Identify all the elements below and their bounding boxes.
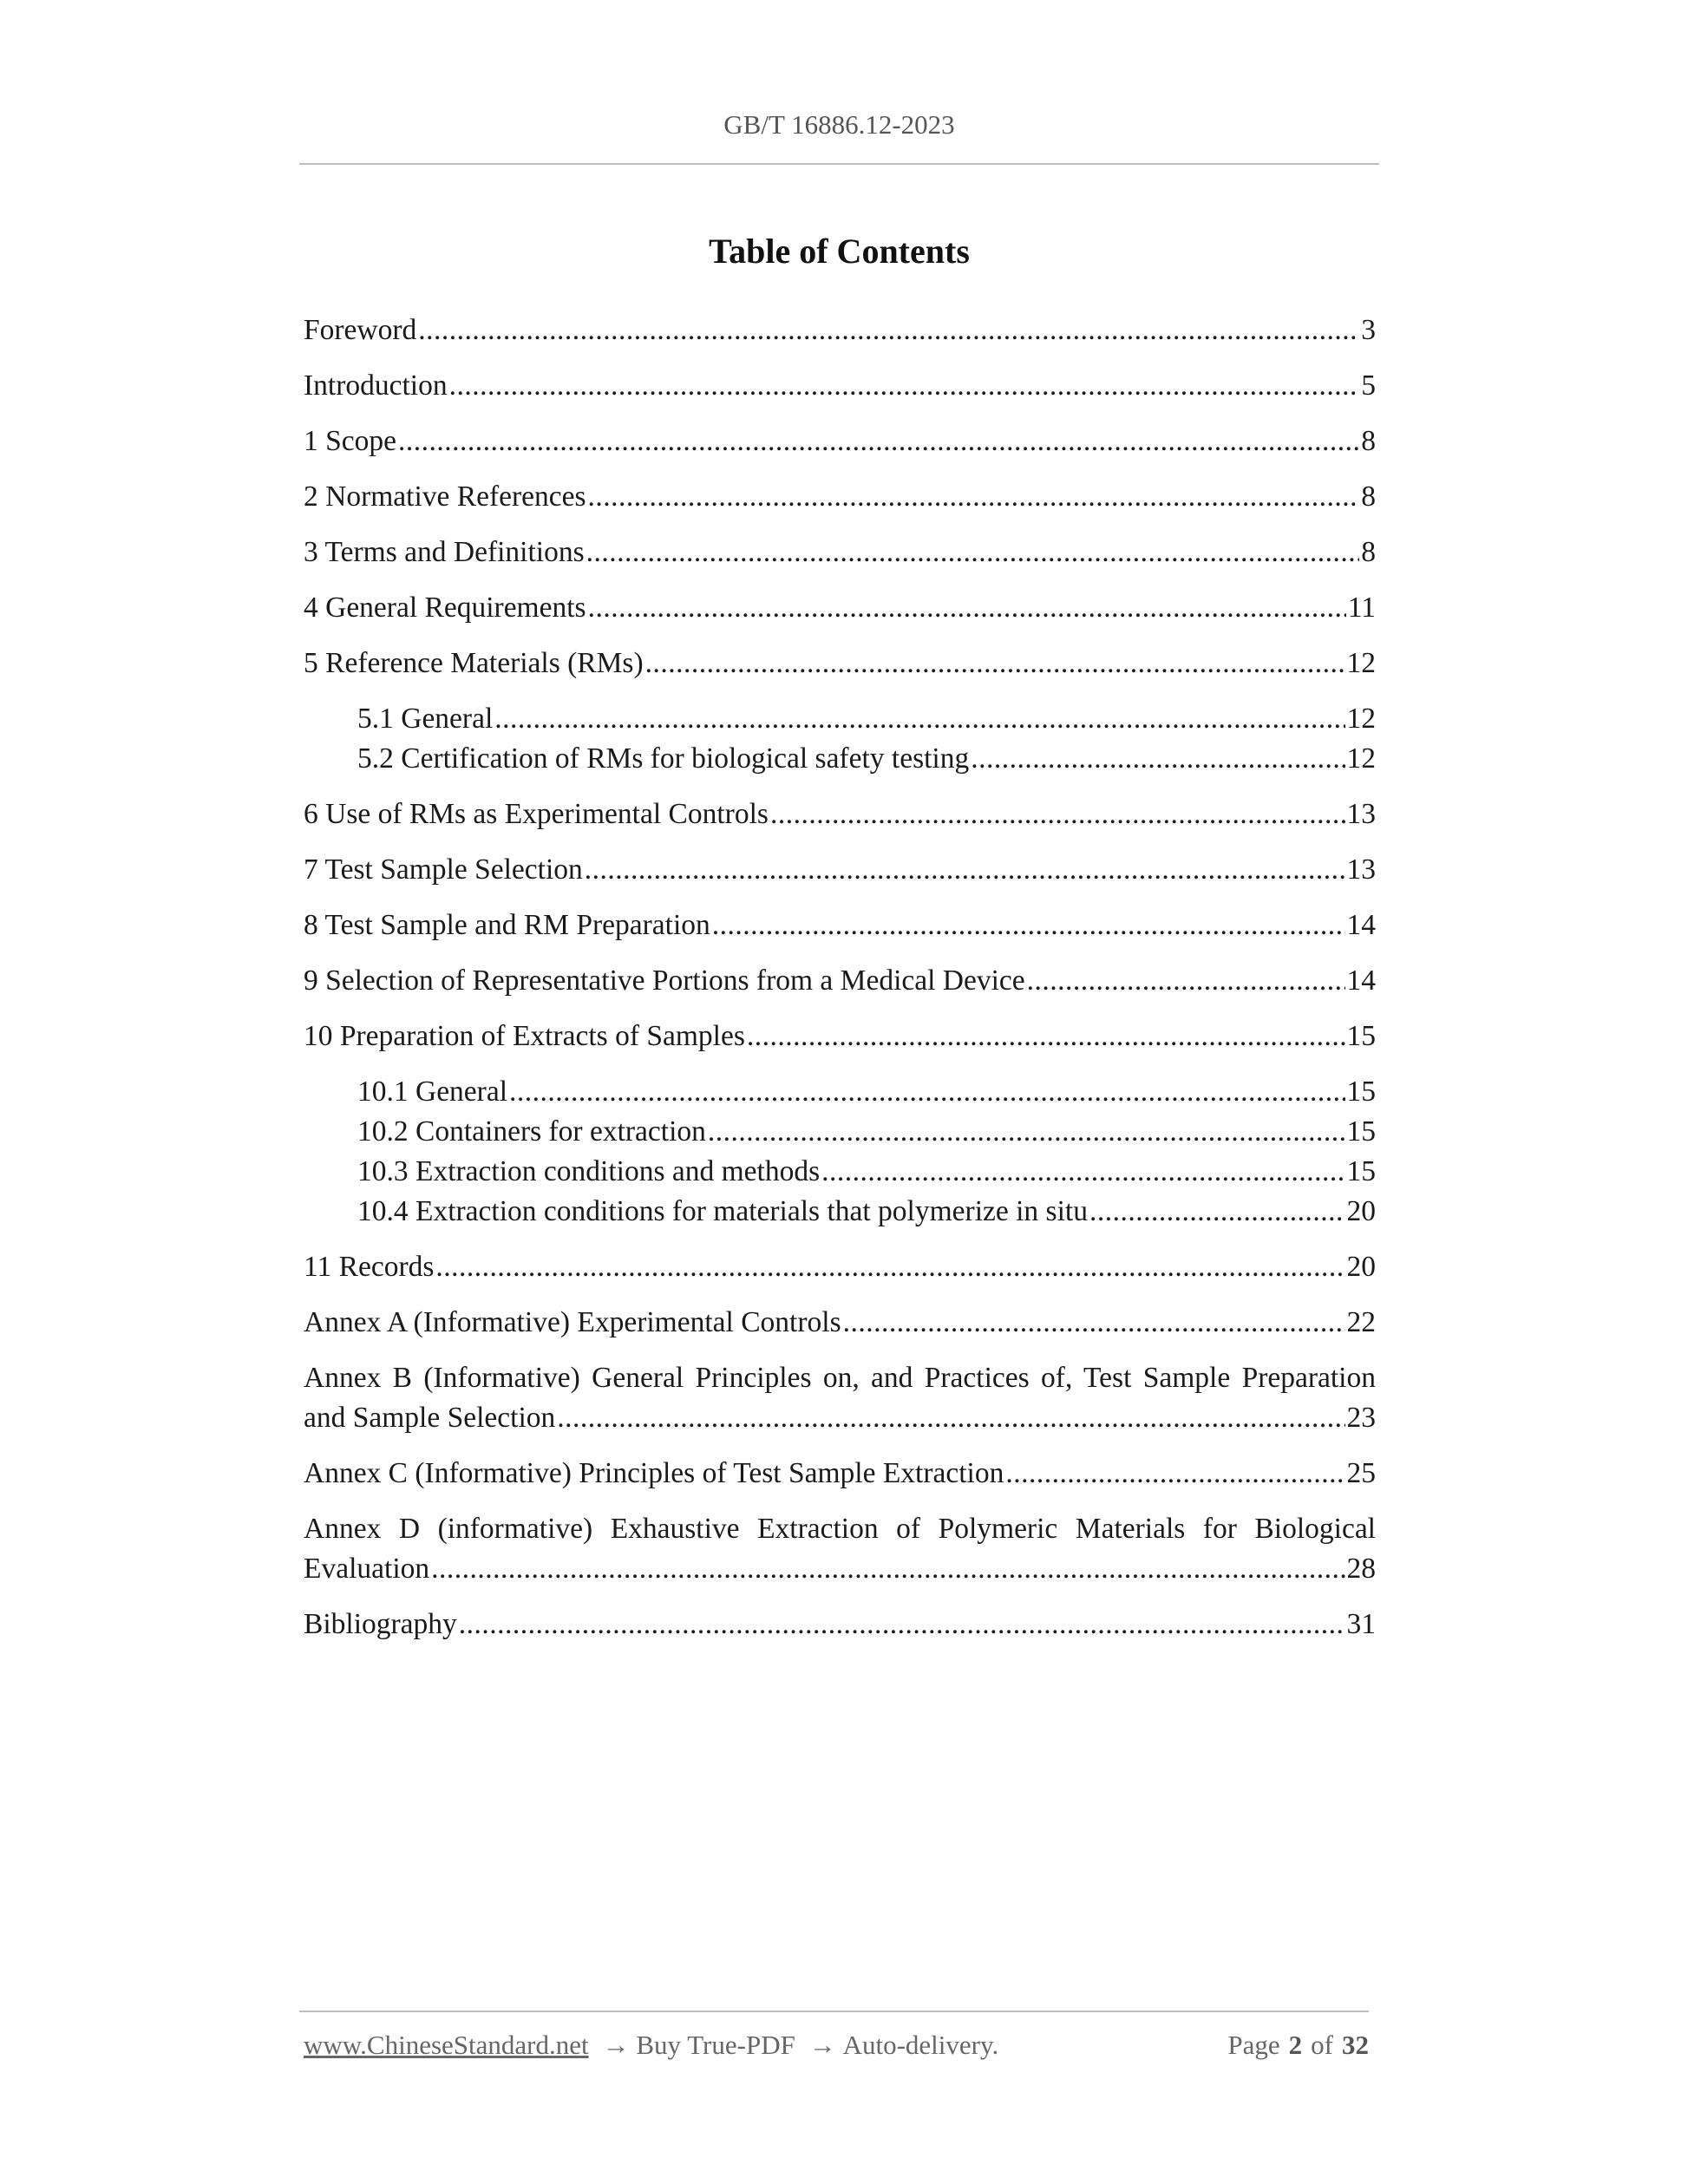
toc-entry-reference-materials[interactable]	[304, 644, 1376, 683]
toc-page-number: 8	[1361, 481, 1376, 513]
toc-entry-annex-b[interactable]	[304, 1398, 1376, 1438]
toc-page-number: 20	[1346, 1195, 1376, 1227]
toc-page-number: 11	[1347, 592, 1376, 624]
toc-entry-10-4-polymerize[interactable]	[304, 1192, 1376, 1232]
dot-leader	[708, 1112, 1345, 1152]
arrow-right-icon: →	[602, 2030, 630, 2060]
toc-label: 4 General Requirements	[304, 592, 586, 624]
toc-label: 11 Records	[304, 1251, 435, 1283]
dot-leader	[431, 1549, 1345, 1589]
page-indicator	[1227, 2030, 1369, 2061]
dot-leader	[585, 850, 1345, 890]
toc-page-number: 15	[1346, 1020, 1376, 1052]
toc-entry-normative-references[interactable]	[304, 477, 1376, 517]
toc-page-number: 3	[1361, 314, 1376, 346]
dot-leader	[971, 739, 1345, 779]
dot-leader	[1089, 1192, 1345, 1232]
toc-page-number: 15	[1346, 1115, 1376, 1148]
toc-page-number: 20	[1346, 1251, 1376, 1283]
toc-page-number: 15	[1346, 1076, 1376, 1108]
toc-page-number: 22	[1346, 1306, 1376, 1338]
toc-label: 10.4 Extraction conditions for materials that polymerize in situ	[357, 1195, 1088, 1227]
toc-entry-10-3-conditions[interactable]	[304, 1152, 1376, 1192]
toc-entry-annex-a[interactable]	[304, 1303, 1376, 1343]
toc-label: and Sample Selection	[304, 1402, 556, 1434]
of-word: of	[1311, 2030, 1333, 2060]
toc-page-number: 8	[1361, 536, 1376, 568]
running-header: GB/T 16886.12-2023	[723, 109, 955, 140]
toc-page-number: 15	[1346, 1155, 1376, 1187]
dot-leader	[586, 533, 1360, 572]
dot-leader	[821, 1152, 1345, 1192]
dot-leader	[509, 1072, 1345, 1112]
toc-page-number: 12	[1346, 703, 1376, 735]
dot-leader	[459, 1605, 1345, 1645]
toc-entry-records[interactable]	[304, 1247, 1376, 1287]
toc-entry-annex-c[interactable]	[304, 1454, 1376, 1494]
toc-label: 5.1 General	[357, 703, 494, 735]
dot-leader	[449, 366, 1360, 406]
site-link[interactable]: www.ChineseStandard.net	[304, 2030, 589, 2060]
arrow-right-icon: →	[808, 2030, 836, 2060]
toc-entry-introduction[interactable]	[304, 366, 1376, 406]
dot-leader	[645, 644, 1345, 683]
toc-entry-5-2-certification[interactable]	[304, 739, 1376, 779]
toc-entry-10-1-general[interactable]	[304, 1072, 1376, 1112]
page-footer	[304, 2030, 1369, 2061]
toc-label: Evaluation	[304, 1553, 430, 1585]
dot-leader	[588, 477, 1360, 517]
toc-label: Annex C (Informative) Principles of Test Sample Extraction	[304, 1457, 1004, 1489]
toc-page-number: 25	[1346, 1457, 1376, 1489]
table-of-contents	[304, 311, 1376, 1645]
dot-leader	[418, 311, 1359, 350]
toc-entry-test-sample-preparation[interactable]	[304, 906, 1376, 945]
toc-label: 5 Reference Materials (RMs)	[304, 647, 644, 679]
toc-page-number: 28	[1346, 1553, 1376, 1585]
toc-entry-preparation-of-extracts[interactable]	[304, 1017, 1376, 1056]
toc-label: Introduction	[304, 369, 448, 402]
page-word: Page	[1227, 2030, 1280, 2060]
toc-label: 9 Selection of Representative Portions from a Medical Device	[304, 964, 1025, 997]
toc-label: 3 Terms and Definitions	[304, 536, 585, 568]
dot-leader	[712, 906, 1345, 945]
toc-entry-test-sample-selection[interactable]	[304, 850, 1376, 890]
current-page: 2	[1288, 2030, 1303, 2060]
toc-label: 8 Test Sample and RM Preparation	[304, 909, 710, 941]
toc-page-number: 13	[1346, 853, 1376, 886]
toc-entry-annex-b-line1[interactable]: Annex B (Informative) General Principles on, and Practices of, Test Sample Preparation	[304, 1362, 1376, 1394]
toc-entry-use-of-rms[interactable]	[304, 794, 1376, 834]
toc-label: 7 Test Sample Selection	[304, 853, 583, 886]
toc-page-number: 14	[1346, 909, 1376, 941]
toc-label: Foreword	[304, 314, 417, 346]
page-title: Table of Contents	[709, 232, 970, 271]
toc-entry-10-2-containers[interactable]	[304, 1112, 1376, 1152]
toc-entry-bibliography[interactable]	[304, 1605, 1376, 1645]
dot-leader	[494, 699, 1345, 739]
total-pages: 32	[1342, 2030, 1369, 2060]
toc-page-number: 8	[1361, 425, 1376, 457]
footer-rule	[299, 2011, 1369, 2012]
dot-leader	[435, 1247, 1345, 1287]
toc-label: 10.1 General	[357, 1076, 508, 1108]
toc-page-number: 12	[1346, 647, 1376, 679]
toc-entry-annex-d-line1[interactable]: Annex D (informative) Exhaustive Extraction of Polymeric Materials for Biological	[304, 1513, 1376, 1545]
toc-entry-annex-d[interactable]	[304, 1549, 1376, 1589]
toc-entry-general-requirements[interactable]	[304, 588, 1376, 628]
toc-label: Bibliography	[304, 1608, 457, 1640]
dot-leader	[770, 794, 1345, 834]
dot-leader	[398, 422, 1359, 461]
toc-page-number: 14	[1346, 964, 1376, 997]
toc-entry-scope[interactable]	[304, 422, 1376, 461]
toc-label: Annex A (Informative) Experimental Controls	[304, 1306, 841, 1338]
toc-label: 5.2 Certification of RMs for biological safety testing	[357, 742, 970, 775]
toc-label: 2 Normative References	[304, 481, 586, 513]
dot-leader	[557, 1398, 1345, 1438]
toc-entry-terms-definitions[interactable]	[304, 533, 1376, 572]
toc-label: 6 Use of RMs as Experimental Controls	[304, 798, 769, 830]
toc-page-number: 5	[1361, 369, 1376, 402]
footer-promo	[304, 2030, 998, 2061]
toc-label: 1 Scope	[304, 425, 396, 457]
toc-page-number: 31	[1346, 1608, 1376, 1640]
toc-entry-foreword[interactable]	[304, 311, 1376, 350]
buy-text: Buy True-PDF	[636, 2030, 795, 2060]
dot-leader	[1005, 1454, 1345, 1494]
toc-entry-representative-portions[interactable]	[304, 961, 1376, 1001]
dot-leader	[747, 1017, 1345, 1056]
toc-label: 10 Preparation of Extracts of Samples	[304, 1020, 745, 1052]
toc-label: 10.2 Containers for extraction	[357, 1115, 706, 1148]
dot-leader	[843, 1303, 1345, 1343]
dot-leader	[1027, 961, 1345, 1001]
toc-page-number: 13	[1346, 798, 1376, 830]
toc-label: 10.3 Extraction conditions and methods	[357, 1155, 821, 1187]
toc-entry-5-1-general[interactable]	[304, 699, 1376, 739]
toc-page-number: 23	[1346, 1402, 1376, 1434]
header-rule	[299, 163, 1379, 165]
dot-leader	[588, 588, 1346, 628]
toc-page-number: 12	[1346, 742, 1376, 775]
delivery-text: Auto-delivery.	[842, 2030, 999, 2060]
